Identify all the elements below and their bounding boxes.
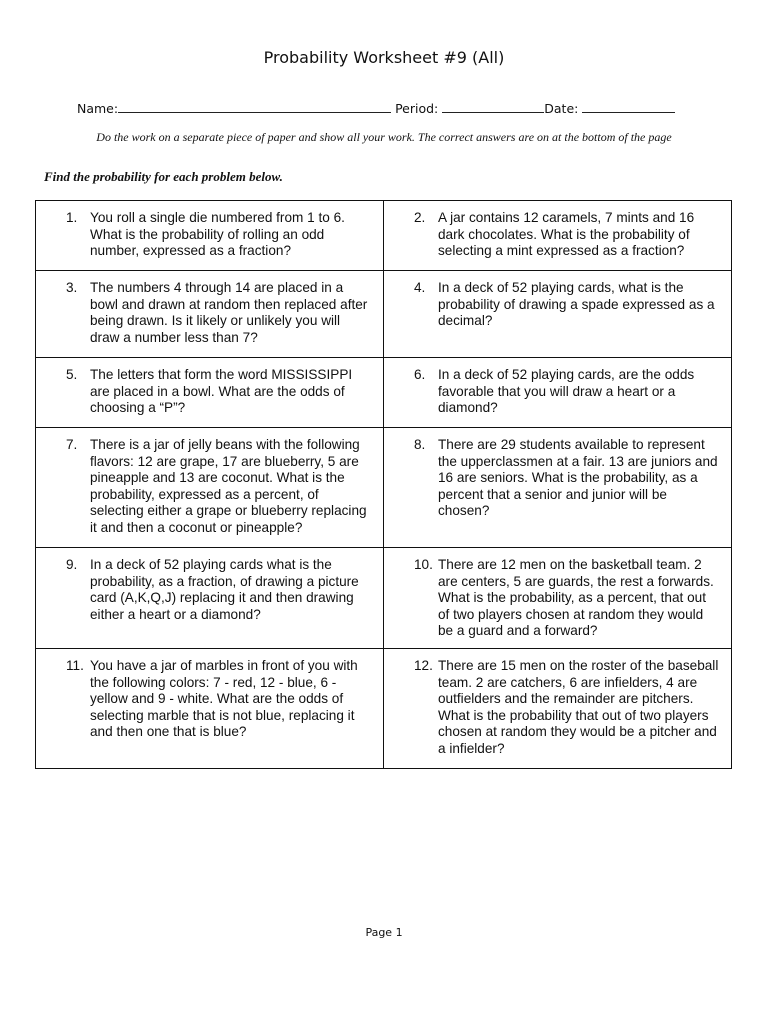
problem-number: 5. <box>66 367 78 382</box>
problem-text: The numbers 4 through 14 are placed in a bowl and drawn at random then replaced after being drawn. Is it likely or unlikely you will draw a number less than 7? <box>90 280 368 345</box>
period-blank <box>442 99 544 113</box>
name-label: Name: <box>77 101 119 116</box>
problem-cell <box>384 548 732 649</box>
table-row <box>36 548 732 649</box>
page-number: Page 1 <box>365 926 403 939</box>
problem-text: In a deck of 52 playing cards, what is the probability of drawing a spade expressed as a decimal? <box>438 280 715 329</box>
subheading: Find the probability for each problem below. <box>44 169 283 184</box>
problem-number: 1. <box>66 210 78 225</box>
table-row <box>36 358 732 428</box>
problem-cell <box>36 548 384 649</box>
worksheet-title: Probability Worksheet #9 (All) <box>263 48 505 67</box>
problem-cell <box>36 428 384 548</box>
name-blank <box>118 99 391 113</box>
header-fields <box>77 99 717 116</box>
problem-text: In a deck of 52 playing cards, are the odds favorable that you will draw a heart or a diamond? <box>438 367 695 416</box>
problem-number: 6. <box>414 367 426 382</box>
problems-table <box>35 200 732 769</box>
problem-number: 4. <box>414 280 426 295</box>
problem-number: 2. <box>414 210 426 225</box>
table-row <box>36 201 732 271</box>
problem-text: You roll a single die numbered from 1 to 6. What is the probability of rolling an odd number, expressed as a fraction? <box>90 210 345 259</box>
instructions: Do the work on a separate piece of paper and show all your work. The correct answers are on at the bottom of the page <box>96 130 672 144</box>
problem-text: There are 29 students available to represent the upperclassmen at a fair. 13 are juniors and 16 are seniors. What is the probability, as a percent that a senior and junior will be chosen? <box>438 437 718 519</box>
problem-number: 7. <box>66 437 78 452</box>
problem-cell <box>36 649 384 769</box>
problem-cell <box>384 649 732 769</box>
period-label: Period: <box>395 101 439 116</box>
problem-number: 3. <box>66 280 78 295</box>
problem-text: There are 15 men on the roster of the baseball team. 2 are catchers, 6 are infielders, 4 are outfielders and the remainder are pitchers. What is the probability that out of two players chosen at random they would be a pitcher and a infielder? <box>438 658 719 756</box>
problem-text: A jar contains 12 caramels, 7 mints and 16 dark chocolates. What is the probability of selecting a mint expressed as a fraction? <box>438 210 695 259</box>
problem-text: There is a jar of jelly beans with the following flavors: 12 are grape, 17 are blueberry, 5 are pineapple and 13 are coconut. What is the probability, expressed as a percent, of selecting either a grape or blueberry replacing it and then a coconut or pineapple? <box>90 437 367 535</box>
table-row <box>36 271 732 358</box>
problem-cell <box>36 271 384 358</box>
problem-text: The letters that form the word MISSISSIPPI are placed in a bowl. What are the odds of choosing a “P”? <box>90 367 353 416</box>
problem-cell <box>36 201 384 271</box>
problem-cell <box>384 271 732 358</box>
table-row <box>36 649 732 769</box>
problem-cell <box>384 358 732 428</box>
problem-text: In a deck of 52 playing cards what is the probability, as a fraction, of drawing a picture card (A,K,Q,J) replacing it and then drawing either a heart or a diamond? <box>90 557 359 622</box>
problem-number: 9. <box>66 557 78 572</box>
problem-text: There are 12 men on the basketball team. 2 are centers, 5 are guards, the rest a forwards. What is the probability, as a percent, that out of two players chosen at random they would be a guard and a forward? <box>438 557 714 639</box>
problem-number: 11. <box>66 658 84 673</box>
problem-cell <box>36 358 384 428</box>
problem-text: You have a jar of marbles in front of you with the following colors: 7 - red, 12 - blue, 6 - yellow and 9 - white. What are the odds of selecting marble that is not blue, replacing it and then one that is blue? <box>90 658 358 740</box>
date-label: Date: <box>544 101 579 116</box>
problem-cell <box>384 201 732 271</box>
problem-number: 12. <box>414 658 433 673</box>
date-blank <box>582 99 675 113</box>
problem-number: 8. <box>414 437 426 452</box>
problem-number: 10. <box>414 557 433 572</box>
problem-cell <box>384 428 732 548</box>
table-row <box>36 428 732 548</box>
